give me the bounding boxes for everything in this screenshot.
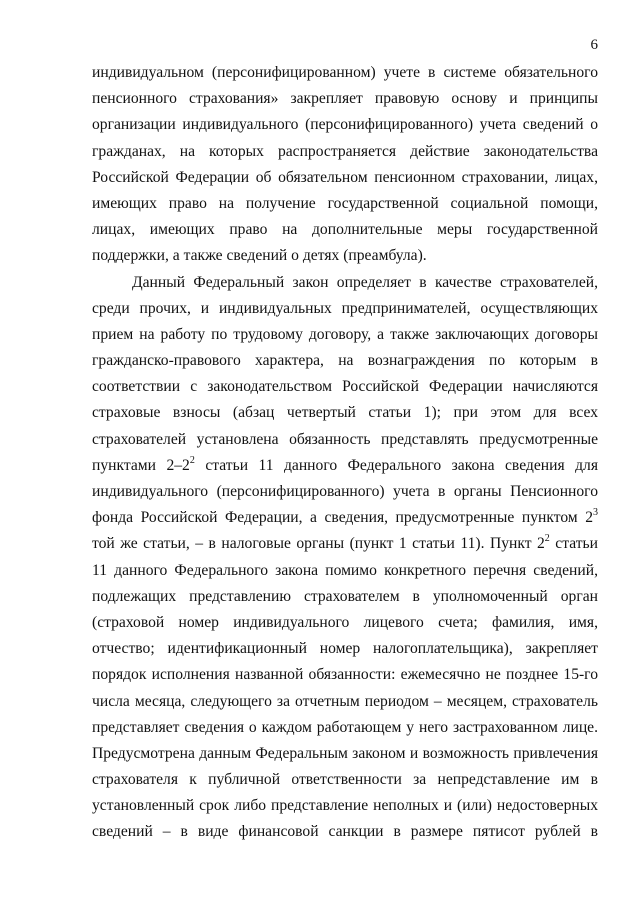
text-line (92, 374, 598, 400)
text-segment: Данный Федеральный закон определяет в качестве страхователей, (132, 273, 598, 291)
text-segment: сведений – в виде финансовой санкции в размере пятисот рублей в (92, 823, 598, 841)
text-segment: статьи 11 данного Федерального закона сведения для (194, 456, 598, 474)
text-segment: поддержки, а также сведений о детях (преамбула). (92, 247, 427, 265)
text-segment: гражданах, на которых распространяется действие законодательства (92, 142, 598, 160)
text-segment: гражданско-правового характера, на вознаграждения по которым в (92, 352, 598, 370)
text-line (92, 479, 598, 505)
text-line (92, 348, 598, 374)
text-line (92, 270, 598, 296)
text-line (92, 531, 598, 557)
text-segment: числа месяца, следующего за отчетным периодом – месяцем, страхователь (92, 692, 598, 710)
text-segment: страхователя к публичной ответственности за непредставление им в (92, 771, 598, 789)
text-line (92, 767, 598, 793)
text-segment: имеющих право на получение государственной социальной помощи, (92, 194, 598, 212)
text-segment: пенсионного страхования» закрепляет правовую основу и принципы (92, 90, 598, 108)
text-segment: фонда Российской Федерации, а сведения, предусмотренные пунктом 2 (92, 509, 593, 527)
text-segment: представляет сведения о каждом работающем у него застрахованном лице. (92, 718, 598, 736)
text-segment: индивидуального (персонифицированного) учета в органы Пенсионного (92, 483, 598, 500)
text-line (92, 741, 598, 767)
text-line (92, 243, 598, 269)
text-line (92, 191, 598, 217)
text-segment: (страховой номер индивидуального лицевого счета; фамилия, имя, (92, 613, 598, 631)
text-line (92, 453, 598, 479)
text-segment: той же статьи, – в налоговые органы (пункт 1 статьи 11). Пункт 2 (92, 535, 545, 553)
text-line (92, 165, 598, 191)
text-line (92, 217, 598, 243)
text-line (92, 60, 598, 86)
text-segment: страховые взносы (абзац четвертый статьи 1); при этом для всех (92, 404, 598, 422)
text-line (92, 584, 598, 610)
text-segment: установленный срок либо представление неполных и (или) недостоверных (92, 797, 598, 815)
text-segment: лицах, имеющих право на дополнительные меры государственной (92, 221, 598, 239)
text-segment: порядок исполнения названной обязанности: ежемесячно не позднее 15-го (92, 666, 598, 684)
superscript: 2 (189, 454, 195, 466)
text-line (92, 610, 598, 636)
text-segment: 11 данного Федерального закона помимо конкретного перечня сведений, (92, 561, 598, 579)
text-segment: соответствии с законодательством Российской Федерации начисляются (92, 378, 598, 396)
text-segment: пунктами 2–2 (92, 456, 190, 474)
text-segment: индивидуальном (персонифицированном) учете в системе обязательного (92, 64, 598, 81)
text-line (92, 636, 598, 662)
text-line (92, 427, 598, 453)
text-line (92, 558, 598, 584)
page-number: 6 (590, 37, 598, 53)
text-line (92, 400, 598, 426)
superscript: 3 (593, 507, 598, 518)
text-line (92, 322, 598, 348)
text-segment: прием на работу по трудовому договору, а также заключающих договоры (92, 325, 598, 343)
text-line (92, 819, 598, 845)
text-line (92, 505, 598, 531)
text-line (92, 662, 598, 688)
text-segment: страхователей установлена обязанность представлять предусмотренные (92, 430, 598, 448)
text-segment: организации индивидуального (персонифицированного) учета сведений о (92, 116, 598, 134)
text-line (92, 139, 598, 165)
text-segment: Предусмотрена данным Федеральным законом и возможность привлечения (92, 744, 598, 762)
document-body (92, 60, 598, 846)
text-line (92, 715, 598, 741)
text-line (92, 689, 598, 715)
text-segment: Российской Федерации об обязательном пенсионном страховании, лицах, (92, 168, 598, 186)
text-line (92, 793, 598, 819)
superscript: 2 (544, 533, 550, 545)
text-segment: отчество; идентификационный номер налогоплательщика), закрепляет (92, 640, 598, 658)
text-segment: среди прочих, и индивидуальных предпринимателей, осуществляющих (92, 299, 598, 317)
text-segment: статьи (549, 535, 598, 553)
text-segment: подлежащих представлению страхователем в уполномоченный орган (92, 587, 598, 605)
text-line (92, 86, 598, 112)
text-line (92, 296, 598, 322)
text-line (92, 112, 598, 138)
